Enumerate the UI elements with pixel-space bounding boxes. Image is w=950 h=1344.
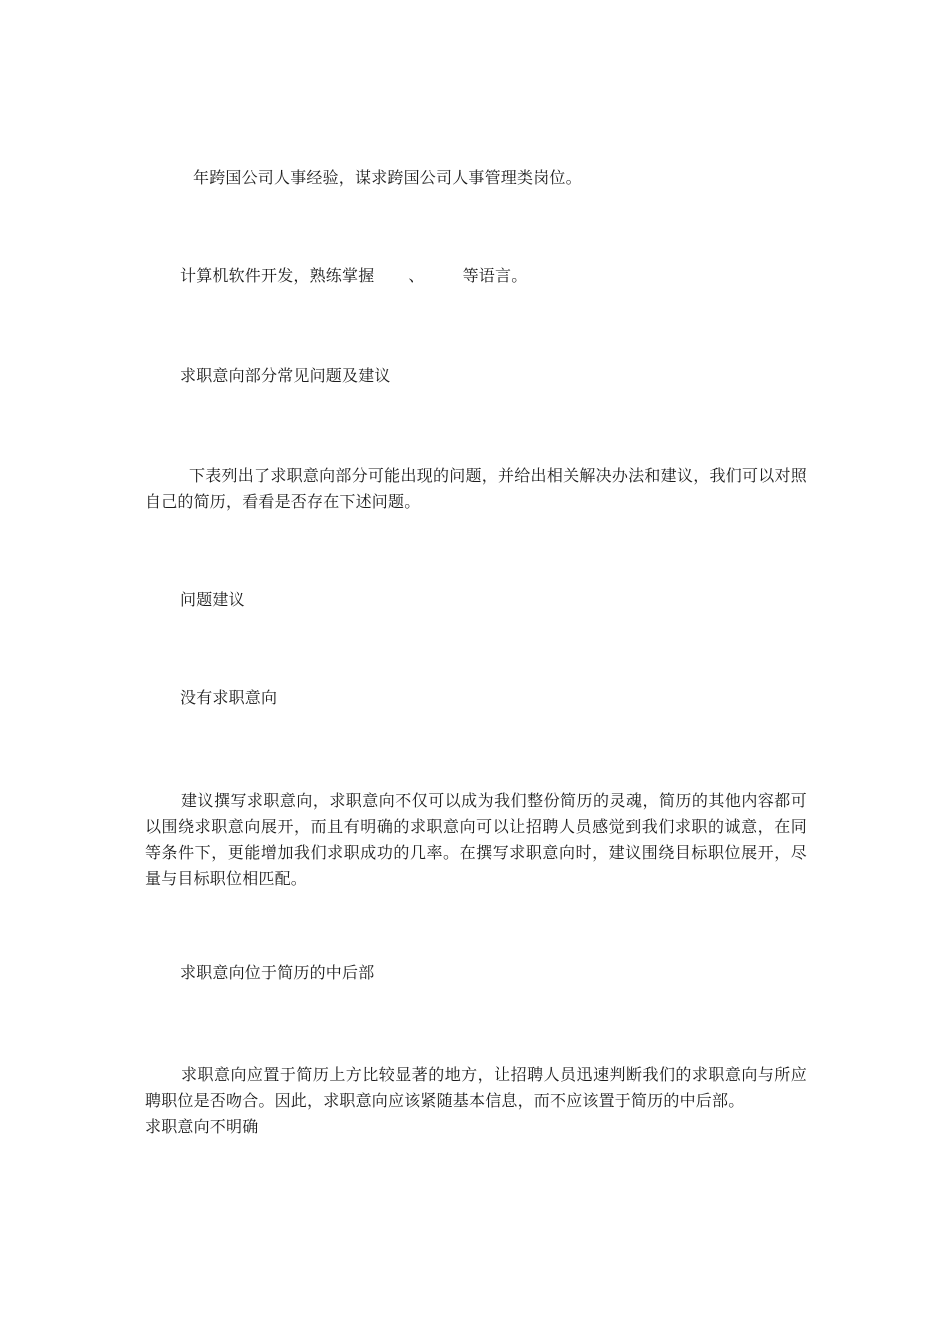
suggestion-intent-position-text: 求职意向应置于简历上方比较显著的地方，让招聘人员迅速判断我们的求职意向与所应聘职位是否吻合。因此，求职意向应该紧随基本信息，而不应该置于简历的中后部。 [145,1065,807,1110]
skills-line [180,268,527,284]
problem-no-intent: 没有求职意向 [180,688,278,707]
skills-separator: 、 [408,266,425,285]
skills-text-1: 计算机软件开发，熟练掌握 [180,266,375,285]
problem-intent-unclear: 求职意向不明确 [145,1117,259,1136]
intro-paragraph: 下表列出了求职意向部分可能出现的问题，并给出相关解决办法和建议，我们可以对照自己的简历，看看是否存在下述问题。 [145,466,807,511]
table-header: 问题建议 [180,590,245,609]
problem-intent-position: 求职意向位于简历的中后部 [180,963,375,982]
section-heading: 求职意向部分常见问题及建议 [180,366,391,385]
suggestion-intent-position [145,1062,807,1140]
experience-line: 年跨国公司人事经验，谋求跨国公司人事管理类岗位。 [193,168,582,187]
skills-text-2: 等语言。 [462,266,528,285]
suggestion-no-intent: 建议撰写求职意向，求职意向不仅可以成为我们整份简历的灵魂，简历的其他内容都可以围绕求职意向展开，而且有明确的求职意向可以让招聘人员感觉到我们求职的诚意，在同等条件下，更能增加我们求职成功的几率。在撰写求职意向时，建议围绕目标职位展开，尽量与目标职位相匹配。 [145,791,807,888]
